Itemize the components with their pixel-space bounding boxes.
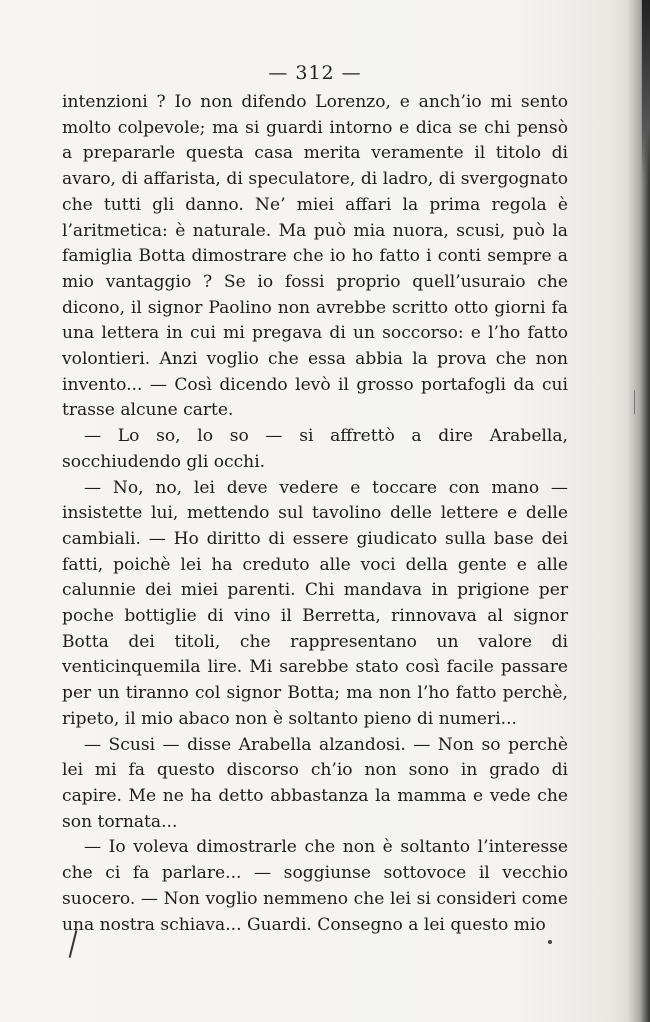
- margin-mark: [634, 390, 635, 414]
- paragraph: intenzioni ? Io non difendo Lorenzo, e anch’io mi sento molto colpevole; ma si guardi intorno e dica se chi pensò a prepararle questa casa merita veramente il titolo di avaro, di affarista, di speculatore, di ladro, di svergognato che tutti gli danno. Ne’ miei affari la prima regola è l’aritmetica: è naturale. Ma può mia nuora, scusi, può la famiglia Botta dimostrare che io ho fatto i conti sempre a mio vantaggio ? Se io fossi proprio quell’usuraio che dicono, il signor Paolino non avrebbe scritto otto giorni fa una lettera in cui mi pregava di un soccorso: e l’ho fatto volontieri. Anzi voglio che essa abbia la prova che non invento... — Così dicendo levò il grosso portafogli da cui trasse alcune carte.: [62, 92, 568, 421]
- paragraph: — Scusi — disse Arabella alzandosi. — Non so perchè lei mi fa questo discorso ch’io non sono in grado di capire. Me ne ha detto abbastanza la mamma e vede che son tornata...: [62, 734, 568, 832]
- paragraph: — No, no, lei deve vedere e toccare con mano — insistette lui, mettendo sul tavolino delle lettere e delle cambiali. — Ho diritto di essere giudicato sulla base dei fatti, poichè lei ha creduto alle voci della gente e alle calunnie dei miei parenti. Chi mandava in prigione per poche bottiglie di vino il Berretta, rinnovava al signor Botta dei titoli, che rappresentano un valore di venticinquemila lire. Mi sarebbe stato così facile passare per un tiranno col signor Botta; ma non l’ho fatto perchè, ripeto, il mio abaco non è soltanto pieno di numeri...: [62, 477, 568, 729]
- page-number: — 312 —: [268, 62, 362, 84]
- paragraph: — Lo so, lo so — si affrettò a dire Arabella, socchiudendo gli occhi.: [62, 426, 568, 472]
- body-text: [62, 90, 568, 938]
- ink-dot: [548, 940, 552, 944]
- paragraph: — Io voleva dimostrarle che non è soltanto l’interesse che ci fa parlare... — soggiunse sottovoce il vecchio suocero. — Non voglio nemmeno che lei si consideri come una nostra schiava... Guardi. Consegno a lei questo mio: [62, 837, 568, 935]
- page-edge-dark: [642, 0, 650, 180]
